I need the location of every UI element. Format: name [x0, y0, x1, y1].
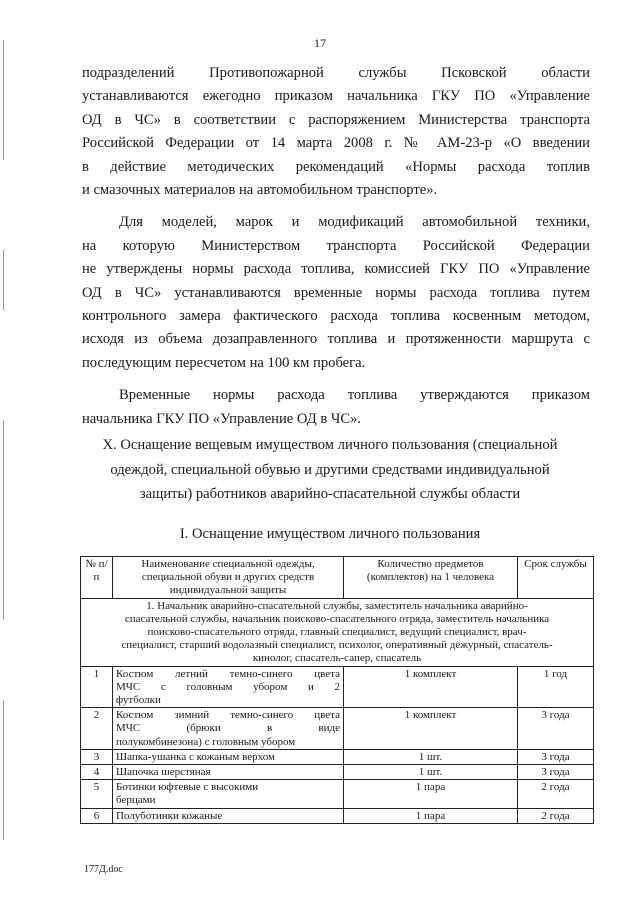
group-heading-line: поисково-спасательного отряда, главный специалист, ведущий специалист, врач-: [147, 626, 527, 639]
item-name-line: берцами: [116, 794, 156, 807]
section-title-line: X. Оснащение вещевым имуществом личного пользования (специальной: [102, 437, 558, 453]
header-service-life: Срок службы: [518, 557, 594, 599]
paragraph-line: на которую Министерством транспорта Российской Федерации: [82, 237, 590, 254]
item-service-life: 3 года: [518, 765, 594, 780]
paragraph-line: ОД в ЧС» в соответствии с распоряжением Министерства транспорта: [82, 111, 590, 128]
page-number: 17: [314, 36, 326, 50]
paragraph-line: последующим пересчетом на 100 км пробега.: [82, 354, 366, 371]
staff-group-heading: [81, 598, 594, 666]
group-heading-line: спасательной службы, начальник поисково-спасательного отряда, заместитель начальника: [124, 612, 550, 625]
paragraph-line: ОД в ЧС» устанавливаются временные нормы расхода топлива путем: [82, 284, 590, 301]
equipment-table: [80, 556, 594, 824]
paragraph-line: не утверждены нормы расхода топлива, комиссией ГКУ ПО «Управление: [82, 261, 590, 278]
body-text: [82, 62, 590, 431]
table-group-row: [81, 598, 594, 666]
item-quantity: 1 пара: [344, 780, 518, 808]
item-name-line: Костюм летний темно-синего цвета: [116, 667, 340, 680]
section-title: [60, 433, 600, 507]
group-heading-line: 1. Начальник аварийно-спасательной службы, заместитель начальника аварийно-: [146, 599, 528, 612]
item-name-line: Костюм зимний темно-синего цвета: [116, 709, 340, 722]
document-file-name: 177Д.doc: [84, 864, 123, 875]
item-quantity: 1 пара: [344, 808, 518, 823]
row-number: 2: [81, 708, 113, 750]
group-heading-line: специалист, старший водолазный специалист, психолог, оперативный дежурный, спасатель-: [121, 639, 553, 652]
row-number: 6: [81, 808, 113, 823]
table-row: [81, 808, 594, 823]
item-name-line: МЧС (брюки в виде: [116, 722, 340, 735]
item-name: [113, 708, 344, 750]
paragraph-line: подразделений Противопожарной службы Псковской области: [82, 65, 590, 81]
paragraph: [82, 211, 590, 375]
paragraph-line: Временные нормы расхода топлива утверждаются приказом: [119, 387, 590, 404]
table-header-row: [81, 557, 594, 599]
row-number: 1: [81, 666, 113, 708]
section-title-line: защиты) работников аварийно-спасательной службы области: [139, 486, 521, 502]
header-item-name: Наименование специальной одежды, специальной обуви и других средств индивидуальной защиты: [113, 557, 344, 599]
table-row: [81, 708, 594, 750]
item-name-line: футболки: [116, 694, 161, 707]
item-name: [113, 765, 344, 780]
paragraph: [82, 384, 590, 431]
item-quantity: 1 шт.: [344, 765, 518, 780]
item-service-life: 2 года: [518, 808, 594, 823]
table-row: [81, 780, 594, 808]
item-name: [113, 749, 344, 764]
item-name: [113, 808, 344, 823]
group-heading-line: кинолог, спасатель-сапер, спасатель: [252, 652, 422, 665]
paragraph-line: в действие методических рекомендаций «Нормы расхода топлив: [82, 158, 590, 175]
paragraph-line: исходя из объема дозаправленного топлива и протяженности маршрута с: [82, 331, 590, 348]
item-name-line: Ботинки юфтевые с высокими: [116, 781, 259, 794]
item-service-life: 3 года: [518, 708, 594, 750]
header-quantity: Количество предметов (комплектов) на 1 человека: [344, 557, 518, 599]
table-row: [81, 765, 594, 780]
item-name: [113, 666, 344, 708]
item-name: [113, 780, 344, 808]
item-name-line: Полуботинки кожаные: [116, 809, 223, 822]
item-service-life: 3 года: [518, 749, 594, 764]
row-number: 5: [81, 780, 113, 808]
row-number: 3: [81, 749, 113, 764]
section-title-line: одеждой, специальной обувью и другими средствами индивидуальной: [110, 461, 550, 478]
item-quantity: 1 шт.: [344, 749, 518, 764]
paragraph-line: устанавливаются ежегодно приказом начальника ГКУ ПО «Управление: [82, 88, 590, 105]
table-row: [81, 749, 594, 764]
item-name-line: Шапочка шерстяная: [116, 766, 211, 779]
item-service-life: 1 год: [518, 666, 594, 708]
paragraph-line: Российской Федерации от 14 марта 2008 г. № АМ-23-р «О введении: [82, 135, 590, 152]
item-name-line: МЧС с головным убором и 2: [116, 680, 340, 693]
item-name-line: Шапка-ушанка с кожаным верхом: [116, 750, 275, 763]
item-quantity: 1 комплект: [344, 666, 518, 708]
paragraph-line: контрольного замера фактического расхода топлива косвенным методом,: [82, 308, 590, 325]
item-name-line: полукомбинезона) с головным убором: [116, 735, 296, 748]
subsection-title: I. Оснащение имуществом личного пользования: [179, 526, 481, 542]
paragraph-line: начальника ГКУ ПО «Управление ОД в ЧС».: [82, 410, 362, 427]
scan-margin-edge: [3, 0, 5, 905]
item-quantity: 1 комплект: [344, 708, 518, 750]
paragraph: [82, 62, 590, 202]
table-row: [81, 666, 594, 708]
row-number: 4: [81, 765, 113, 780]
item-service-life: 2 года: [518, 780, 594, 808]
header-number: № п/п: [81, 557, 113, 599]
paragraph-line: и смазочных материалов на автомобильном транспорте».: [82, 182, 438, 199]
paragraph-line: Для моделей, марок и модификаций автомобильной техники,: [119, 214, 590, 231]
